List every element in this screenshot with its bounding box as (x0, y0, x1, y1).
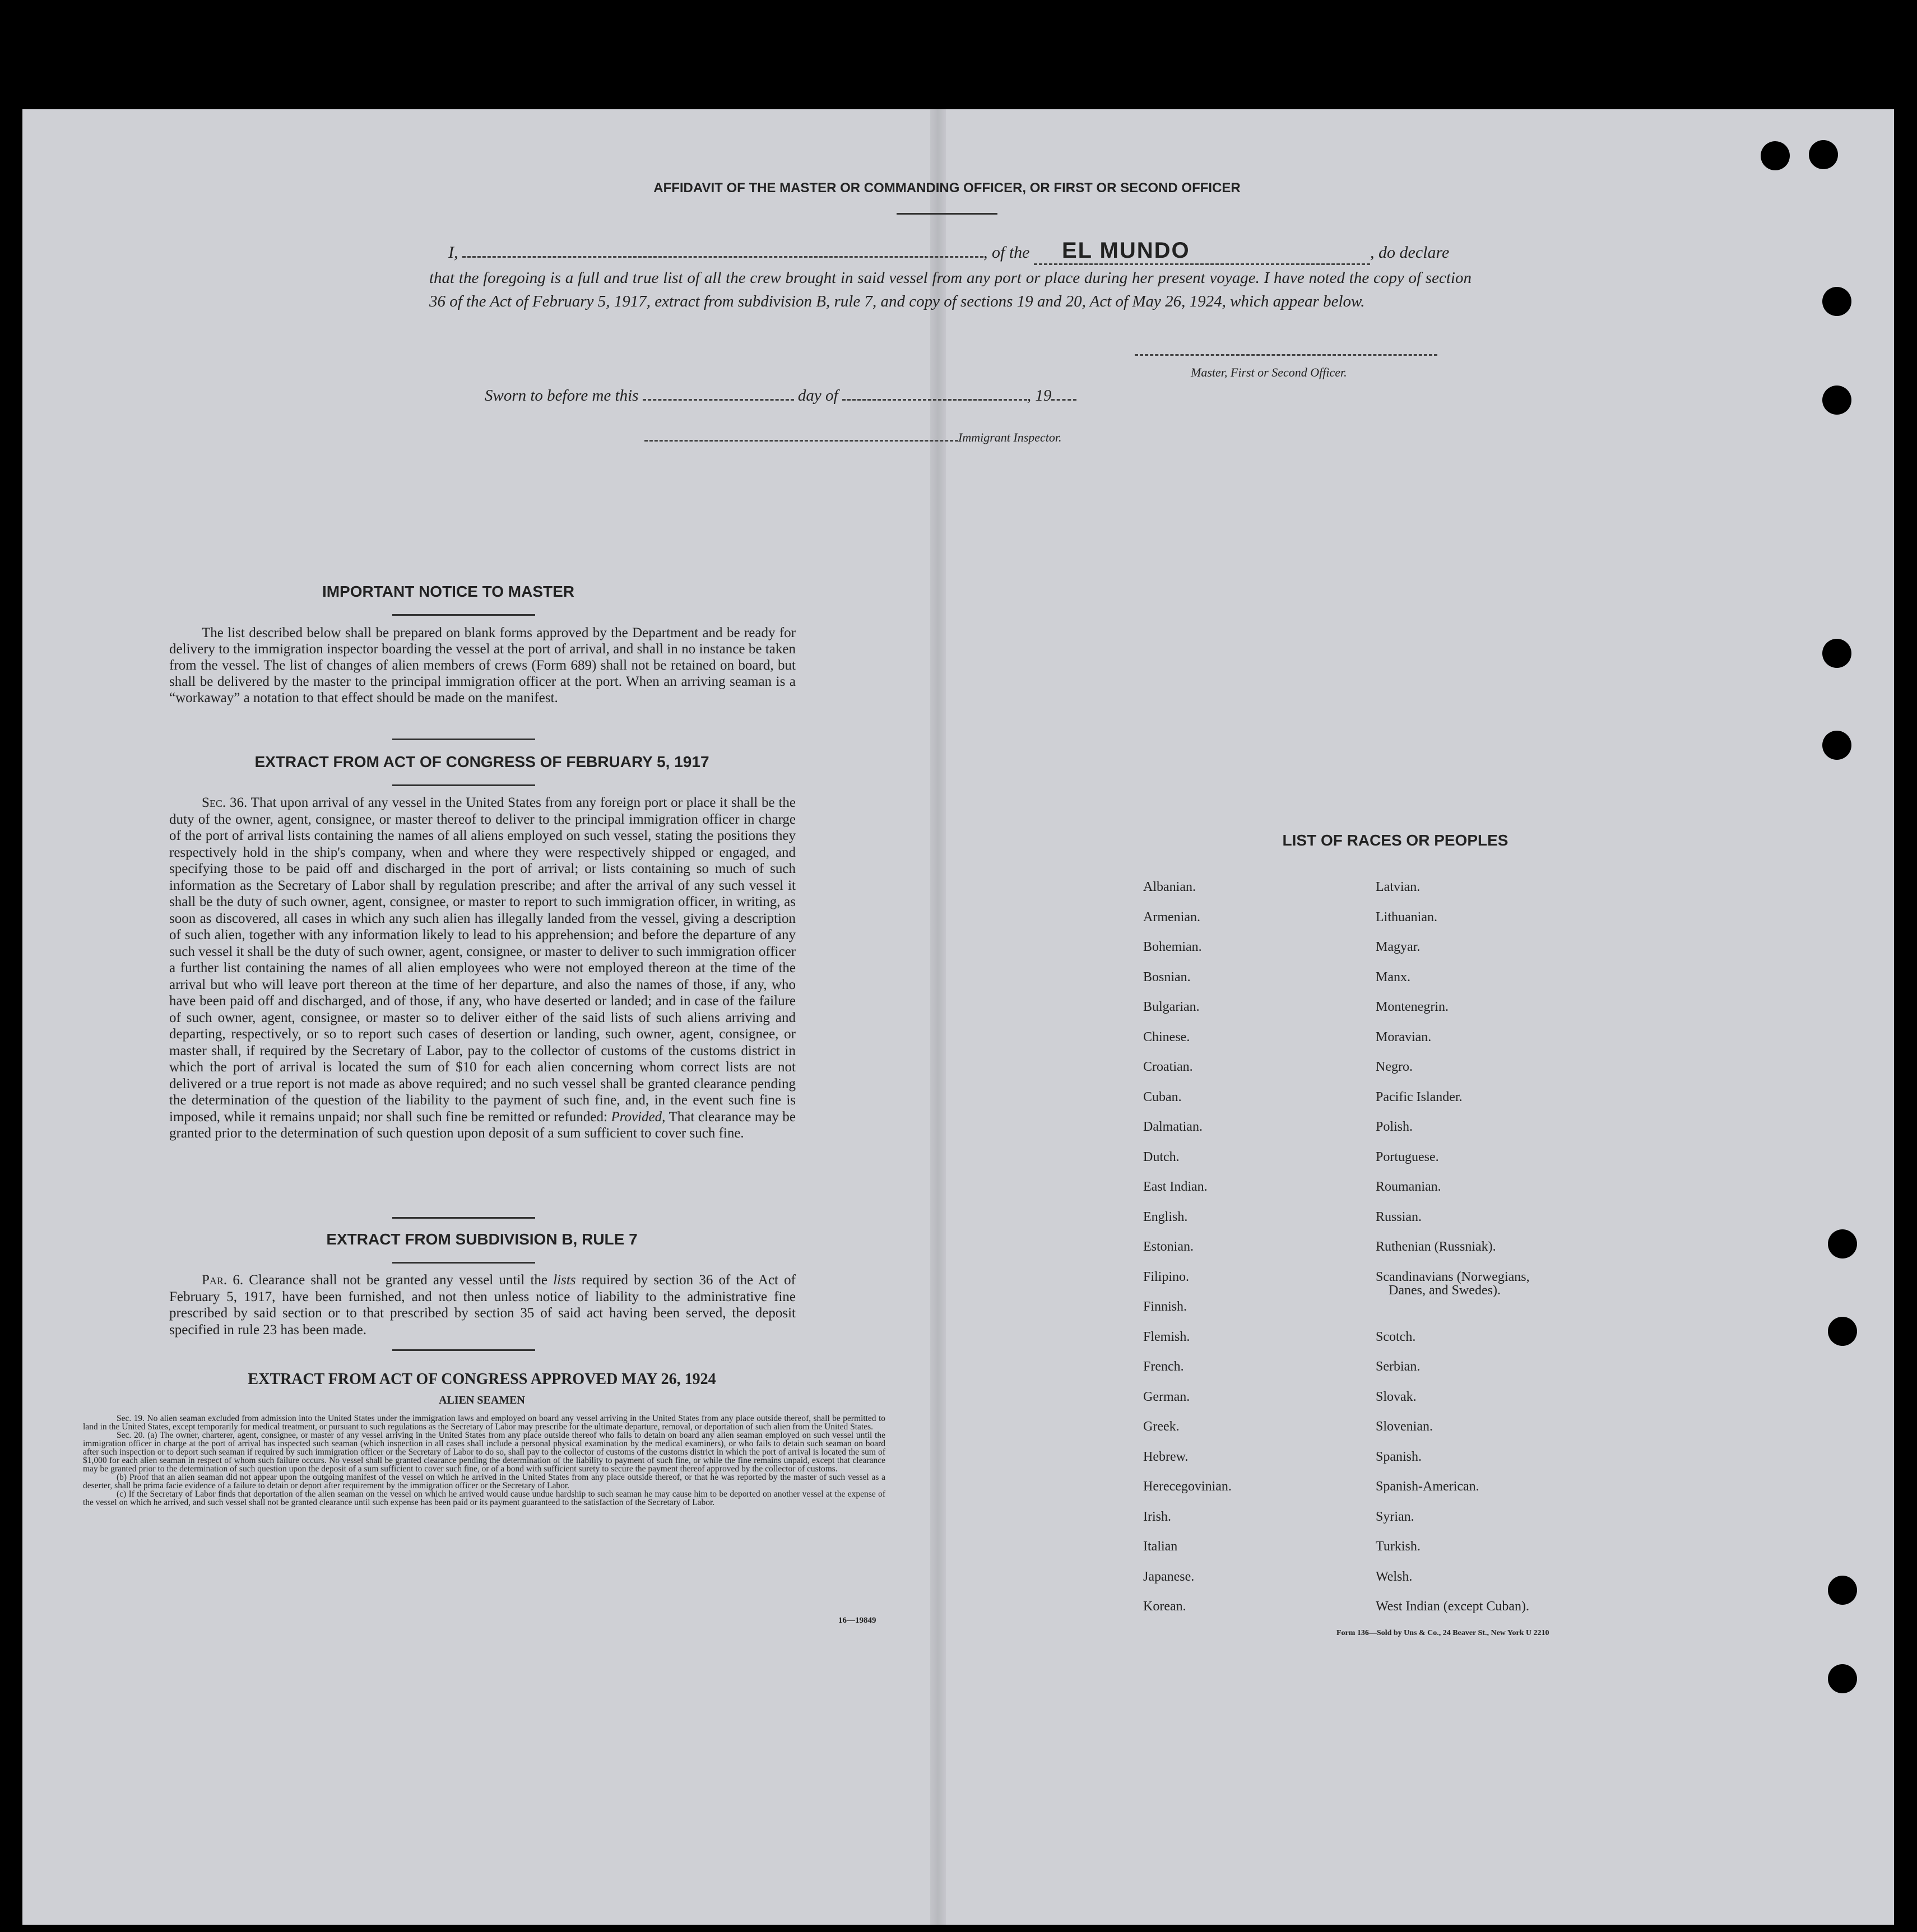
race-row (1143, 1210, 1647, 1240)
sworn-label: Sworn to before me this (485, 387, 639, 405)
divider (392, 784, 535, 786)
race-name-left: Croatian. (1143, 1060, 1193, 1074)
races-title: LIST OF RACES OR PEOPLES (1282, 832, 1508, 849)
race-name-left: Dalmatian. (1143, 1120, 1203, 1134)
name-blank[interactable] (462, 256, 983, 258)
inspector-line (644, 430, 1062, 445)
divider (392, 1349, 535, 1351)
race-row (1143, 1450, 1647, 1480)
divider (392, 614, 535, 616)
race-row (1143, 1299, 1647, 1330)
affidavit-declaration-line (448, 238, 1474, 265)
race-name-left: Cuban. (1143, 1089, 1182, 1104)
inspector-label: Immigrant Inspector. (958, 430, 1062, 444)
race-row (1143, 1060, 1647, 1090)
race-row (1143, 1359, 1647, 1390)
sec-20c-text: (c) If the Secretary of Labor finds that deportation of the alien seaman on the vessel on which he arrived would cause undue hardship to such seaman he may cause him to be deported on another vessel at the expense of the vessel on which he arrived, and such vessel shall not be granted clearance until such expense has been paid or its payment guaranteed to the satisfaction of the Secretary of Labor. (83, 1489, 885, 1507)
extract-1917-body (169, 795, 796, 1142)
race-row (1143, 1510, 1647, 1540)
race-name-right: Scandinavians (Norwegians, (1376, 1269, 1530, 1284)
race-continuation: Danes, and Swedes). (1389, 1283, 1501, 1298)
of-the-label: , of the (983, 243, 1030, 262)
race-name-left: Chinese. (1143, 1029, 1190, 1044)
race-row (1143, 1330, 1647, 1360)
punch-hole (1822, 287, 1851, 316)
race-name-right: Slovenian. (1376, 1419, 1433, 1434)
footer-imprint: Form 136—Sold by Uns & Co., 24 Beaver St., New York U 2210 (1336, 1629, 1549, 1637)
race-name-right: Scotch. (1376, 1329, 1416, 1344)
master-signature-line[interactable] (1135, 354, 1437, 356)
extract-1924-body (83, 1414, 885, 1507)
form-code: 16—19849 (838, 1616, 876, 1625)
rule7-title: EXTRACT FROM SUBDIVISION B, RULE 7 (326, 1230, 638, 1248)
master-label: Master, First or Second Officer. (1191, 365, 1347, 379)
race-name-right: Polish. (1376, 1120, 1413, 1134)
race-name-left: Bulgarian. (1143, 1000, 1200, 1014)
sec-36-label: Sec. 36. (202, 795, 248, 810)
affidavit-body: that the foregoing is a full and true list of all the crew brought in said vessel from any port or place during her present voyage. I have noted the copy of section 36 of the Act of February 5, 1917, extract from subdivision B, rule 7, and copy of sections 19 and 20, Act of May 26, 1924, which appear below. (429, 269, 1472, 310)
race-row (1143, 1030, 1647, 1060)
punch-hole (1828, 1317, 1857, 1346)
rule7-text-b: required by section 36 of the Act of February 5, 1917, have been furnished, and not then unless notice of liability to the administrative fine prescribed by said section or to that prescribed by section 35 of said act having been served, the deposit specified in rule 23 has been made. (169, 1272, 796, 1337)
race-row (1143, 1599, 1647, 1629)
race-name-left: French. (1143, 1359, 1184, 1374)
divider (897, 213, 997, 215)
race-name-left: Bohemian. (1143, 940, 1202, 954)
race-name-left: Dutch. (1143, 1149, 1180, 1164)
sworn-year-blank[interactable] (1051, 399, 1076, 401)
race-row (1143, 1090, 1647, 1120)
race-name-right: Russian. (1376, 1209, 1422, 1224)
sec-36-tail: That clearance may be granted prior to the determination of such question upon deposit of a sum sufficient to cover such fine. (169, 1109, 796, 1141)
race-name-right: Montenegrin. (1376, 1000, 1449, 1014)
vessel-name: EL MUNDO (1062, 238, 1190, 263)
par-6-label: Par. 6. (202, 1272, 244, 1288)
race-name-right: Welsh. (1376, 1569, 1413, 1584)
race-name-left: East Indian. (1143, 1179, 1208, 1194)
race-row (1143, 1419, 1647, 1450)
sec-20b-text: (b) Proof that an alien seaman did not appear upon the outgoing manifest of the vessel on which he arrived in the United States from any place outside thereof, or that he was reported by the master of such vessel as a deserter, shall be prima facie evidence of a failure to detain or deport after requirement by the immigration officer or the Secretary of Labor. (83, 1473, 885, 1490)
race-name-right: Latvian. (1376, 880, 1421, 894)
punch-hole (1809, 140, 1838, 169)
sworn-day-blank[interactable] (643, 399, 794, 401)
race-row (1143, 1239, 1647, 1270)
race-row (1143, 1179, 1647, 1210)
punch-hole (1828, 1664, 1857, 1693)
race-name-right: Syrian. (1376, 1509, 1414, 1524)
races-list (1143, 880, 1647, 1629)
sec-20a-text: Sec. 20. (a) The owner, charterer, agent, consignee, or master of any vessel arriving in the United States from any place outside thereof who fails to detain on board any alien seaman employed on such vessel until the immigration officer in charge at the port of arrival has inspected such seaman (which inspection in all cases shall include a personal physical examination by the medical examiners), or who fails to detain such seaman on board after such inspection or to deport such seaman if required by such immigration officer or the Secretary of Labor to do so, shall pay to the collector of customs of the customs district in which the port of arrival is located the sum of $1,000 for each alien seaman in respect of whom such failure occurs. No vessel shall be granted clearance pending the determination of the liability to payment of such fine, or while the fine remains unpaid, except that clearance may be granted prior to the determination of such question upon the deposit of a sum sufficient to cover such fine, or of a bond with sufficient surety to secure the payment thereof approved by the collector of customs. (83, 1431, 885, 1474)
race-name-right: Pacific Islander. (1376, 1089, 1463, 1104)
divider (392, 739, 535, 740)
sworn-month-blank[interactable] (842, 399, 1027, 401)
punch-hole (1822, 731, 1851, 760)
race-row (1143, 1479, 1647, 1510)
race-name-left: Flemish. (1143, 1329, 1190, 1344)
race-name-right: Portuguese. (1376, 1149, 1439, 1164)
race-name-left: Korean. (1143, 1599, 1186, 1614)
page-fold (930, 109, 946, 1925)
divider (392, 1217, 535, 1219)
year-label: , 19 (1027, 387, 1052, 405)
race-name-right (1376, 1299, 1645, 1330)
race-row (1143, 1150, 1647, 1180)
race-name-right: Roumanian. (1376, 1179, 1441, 1194)
sec-19-text: Sec. 19. No alien seaman excluded from admission into the United States under the immigration laws and employed on board any vessel arriving in the United States from any place outside thereof, shall be permitted to land in the United States, except temporarily for medical treatment, or pursuant to such regulations as the Secretary of Labor may prescribe for the ultimate departure, removal, or deportation of such alien from the United States. (83, 1414, 885, 1432)
race-row (1143, 940, 1647, 970)
i-label: I, (448, 243, 458, 262)
race-name-right: Slovak. (1376, 1389, 1417, 1404)
race-name-right: Negro. (1376, 1060, 1413, 1074)
extract-1924-subtitle: ALIEN SEAMEN (439, 1394, 525, 1406)
do-declare-label: , do declare (1370, 243, 1450, 262)
race-name-right: Moravian. (1376, 1029, 1432, 1044)
race-name-left: Bosnian. (1143, 969, 1191, 984)
race-name-left: Herecegovinian. (1143, 1479, 1232, 1494)
race-row (1143, 910, 1647, 940)
race-name-left: Italian (1143, 1539, 1178, 1554)
race-row (1143, 970, 1647, 1000)
race-name-right: Manx. (1376, 969, 1410, 984)
race-name-left: Greek. (1143, 1419, 1180, 1434)
rule7-text-a: Clearance shall not be granted any vessel until the (249, 1272, 548, 1288)
affidavit-title: AFFIDAVIT OF THE MASTER OR COMMANDING OFFICER, OR FIRST OR SECOND OFFICER (653, 180, 1241, 196)
race-name-left: Filipino. (1143, 1269, 1190, 1284)
race-name-left: English. (1143, 1209, 1188, 1224)
race-name-left: Armenian. (1143, 909, 1200, 925)
sworn-line (485, 387, 1076, 405)
extract-1917-title: EXTRACT FROM ACT OF CONGRESS OF FEBRUARY 5, 1917 (254, 753, 709, 770)
day-of-label: day of (797, 387, 838, 405)
rule7-body (169, 1272, 796, 1338)
notice-title: IMPORTANT NOTICE TO MASTER (322, 583, 575, 600)
vessel-name-field[interactable] (1034, 238, 1370, 265)
race-name-right: Spanish. (1376, 1449, 1422, 1464)
race-name-left: Albanian. (1143, 880, 1196, 894)
race-row (1143, 1390, 1647, 1420)
race-name-left: German. (1143, 1389, 1190, 1404)
extract-1924-title: EXTRACT FROM ACT OF CONGRESS APPROVED MAY 26, 1924 (248, 1371, 716, 1388)
punch-hole (1822, 639, 1851, 668)
race-name-left: Estonian. (1143, 1239, 1194, 1254)
divider (392, 1262, 535, 1264)
provided-label: Provided, (611, 1109, 666, 1125)
race-row (1143, 880, 1647, 910)
race-name-right: Lithuanian. (1376, 909, 1437, 925)
race-name-right: Magyar. (1376, 940, 1421, 954)
punch-hole (1828, 1576, 1857, 1605)
race-name-right: Turkish. (1376, 1539, 1421, 1554)
punch-hole (1761, 141, 1790, 170)
race-name-left: Irish. (1143, 1509, 1171, 1524)
lists-word: lists (553, 1272, 576, 1288)
punch-hole (1822, 386, 1851, 415)
race-name-left: Hebrew. (1143, 1449, 1189, 1464)
punch-hole (1828, 1229, 1857, 1258)
race-name-left: Japanese. (1143, 1569, 1195, 1584)
race-row (1143, 1000, 1647, 1030)
sec-36-text: That upon arrival of any vessel in the United States from any foreign port or place it shall be the duty of the owner, agent, consignee, or master thereof to deliver to the principal immigration officer in charge of the port of arrival lists containing the names of all aliens employed on such vessel, stating the positions they respectively hold in the ship's company, when and where they were respectively shipped or engaged, and specifying those to be paid off and discharged in the port of arrival; or lists containing so much of such information as the Secretary of Labor shall by regulation prescribe; and after the arrival of any such vessel it shall be the duty of such owner, agent, consignee, or master to report to such immigration officer, in writing, as soon as discovered, all cases in which any such alien has illegally landed from the vessel, giving a description of such alien, together with any information likely to lead to his apprehension; and before the departure of any such vessel it shall be the duty of such owner, agent, consignee, or master to deliver to such immigration officer a further list containing the names of all alien employees who were not employed thereon at the time of the arrival but who will leave port thereon at the time of her departure, and also the names of those, if any, who have been paid off and discharged, and of those, if any, who have deserted or landed; and in case of the failure of such owner, agent, consignee, or master so to deliver either of the said lists of such aliens arriving and departing, respectively, or so to report such cases of desertion or landing, such owner, agent, consignee, or master shall, if required by the Secretary of Labor, pay to the collector of customs of the customs district in which the port of arrival is located the sum of $10 for each alien concerning whom correct lists are not delivered or a true report is not made as above required; and no such vessel shall be granted clearance pending the determination of the question of the liability to the payment of such fine, and, in the event such fine is imposed, while it remains unpaid; nor shall such fine be remitted or refunded: (169, 795, 796, 1125)
race-name-right: Serbian. (1376, 1359, 1421, 1374)
race-row (1143, 1569, 1647, 1600)
race-row (1143, 1539, 1647, 1569)
notice-body: The list described below shall be prepared on blank forms approved by the Department and be ready for delivery to the immigration inspector boarding the vessel at the port of arrival, and shall in no instance be taken from the vessel. The list of changes of alien members of crews (Form 689) shall not be retained on board, but shall be delivered by the master to the principal immigration officer at the port. When an arriving seaman is a “workaway” a notation to that effect should be made on the manifest. (169, 625, 796, 705)
race-name-right: Spanish-American. (1376, 1479, 1479, 1494)
race-name-left: Finnish. (1143, 1299, 1187, 1314)
race-name-right: West Indian (except Cuban). (1376, 1599, 1529, 1614)
race-row (1143, 1120, 1647, 1150)
race-name-right: Ruthenian (Russniak). (1376, 1239, 1496, 1254)
inspector-signature-blank[interactable] (644, 440, 958, 442)
